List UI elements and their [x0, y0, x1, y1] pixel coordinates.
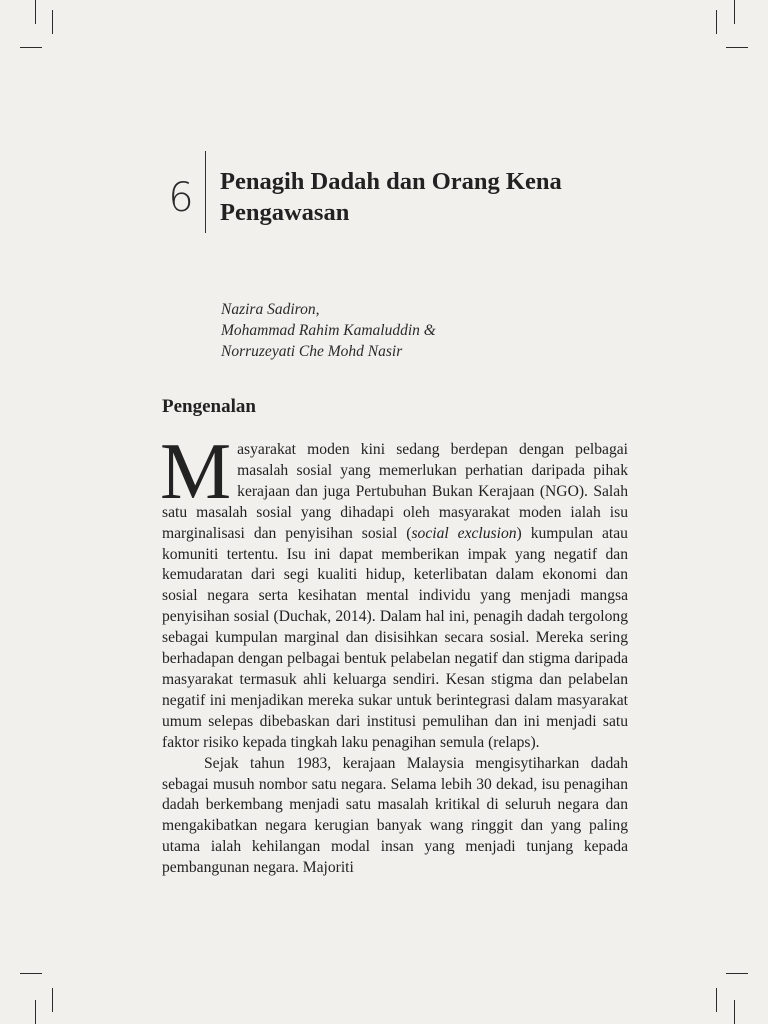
author-name: Mohammad Rahim Kamaluddin &: [221, 322, 436, 339]
paragraph-text: asyarakat moden kini sedang berdepan dengan pelbagai masalah sosial yang memerlukan perhatian daripada pihak kerajaan dan juga Pertubuhan Bukan Kerajaan (NGO). Salah satu masalah sosial yang dihadapi oleh masyarakat moden ialah isu marginalisasi dan penyisihan sosial (: [162, 441, 628, 542]
drop-cap: M: [160, 428, 232, 516]
crop-mark: [716, 10, 717, 34]
italic-term: social exclusion: [411, 524, 517, 542]
author-name: Norruzeyati Che Mohd Nasir: [221, 343, 403, 360]
paragraph-intro: [160, 428, 628, 754]
crop-mark: [726, 47, 748, 48]
crop-mark: [716, 988, 717, 1012]
paragraph-text: ) kumpulan atau komuniti tertentu. Isu ini dapat memberikan impak yang negatif dan kemudaratan dari segi kualiti hidup, keterlibatan dalam ekonomi dan sosial negara serta kesihatan mental individu yang menjadi mangsa penyisihan sosial (Duchak, 2014). Dalam hal ini, penagih dadah tergolong sebagai kumpulan marginal dan disisihkan secara sosial. Mereka sering berhadapan dengan pelbagai bentuk pelabelan negatif dan stigma daripada masyarakat termasuk ahli keluarga sendiri. Kesan stigma dan pelabelan negatif ini menjadikan mereka sukar untuk berintegrasi dalam masyarakat umum selepas dibebaskan dari institusi pemulihan dan ini menjadi satu faktor risiko kepada tingkah laku penagihan semula (relaps).: [162, 524, 628, 751]
chapter-divider: [205, 151, 206, 233]
crop-mark: [734, 0, 735, 24]
paragraph-second: Sejak tahun 1983, kerajaan Malaysia mengisytiharkan dadah sebagai musuh nombor satu negara. Selama lebih 30 dekad, isu penagihan dadah berkembang menjadi satu masalah kritikal di seluruh negara dan mengakibatkan negara kerugian banyak wang ringgit dan yang paling utama ialah kehilangan modal insan yang menjadi tunjang kepada pembangunan negara. Majoriti: [162, 754, 628, 877]
chapter-title: Penagih Dadah dan Orang Kena Pengawasan: [220, 168, 562, 226]
crop-mark: [35, 1000, 36, 1024]
crop-mark: [734, 1000, 735, 1024]
author-name: Nazira Sadiron,: [221, 301, 320, 318]
body-text: [160, 428, 628, 879]
crop-mark: [35, 0, 36, 24]
crop-mark: [20, 973, 42, 974]
section-heading: Pengenalan: [162, 396, 256, 417]
crop-mark: [20, 47, 42, 48]
crop-mark: [726, 973, 748, 974]
crop-mark: [52, 10, 53, 34]
crop-mark: [52, 988, 53, 1012]
chapter-number: 6: [168, 175, 194, 221]
author-list: [221, 299, 436, 362]
